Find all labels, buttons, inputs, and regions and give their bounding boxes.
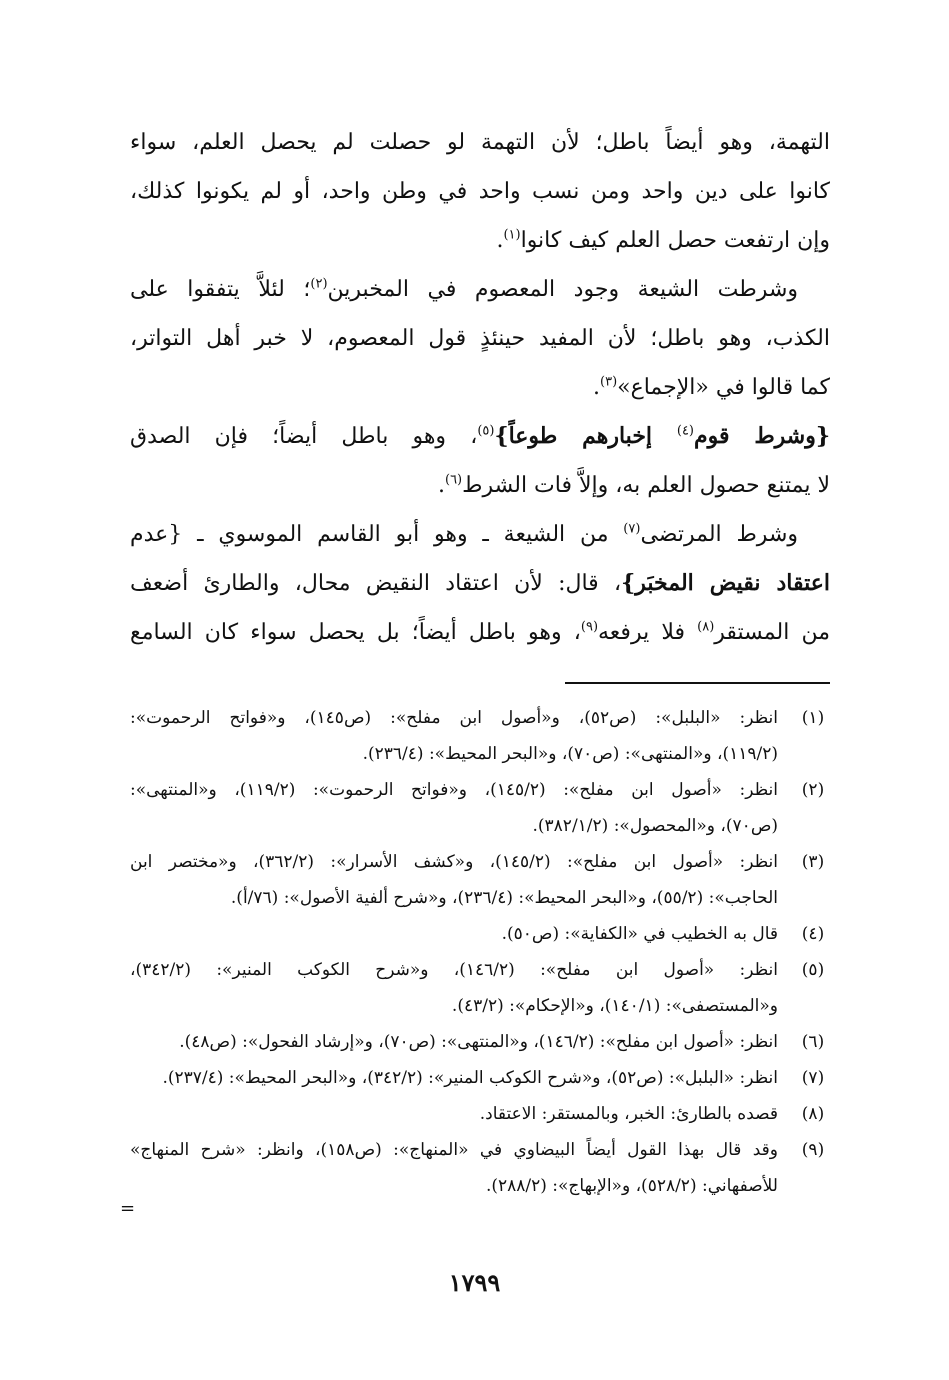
body-line: لا يمتنع حصول العلم به، وإلاَّ فات الشرط$^{(٦)}$. <box>437 472 830 498</box>
footnote-number: (٩) <box>801 1140 825 1160</box>
body-line: {وشرط قوم$^{(٤)}$ إخبارهم طوعاً}$^{(٥)}$، وهو باطل أيضاً؛ فإن الصدق <box>130 423 831 449</box>
body-line: الكذب، وهو باطل؛ لأن المفيد حينئذٍ قول المعصوم، لا خبر أهل التواتر، <box>130 326 830 351</box>
footnote <box>130 700 830 772</box>
footnote <box>130 844 830 916</box>
footnote-line: الحاجب»: (٥٥/٢)، و«البحر المحيط»: (٢٣٦/٤)، و«شرح ألفية الأصول»: (٧٦/أ). <box>230 888 778 908</box>
footnotes <box>130 700 830 1204</box>
body-line: اعتقاد نقيض المخبَر}، قال: لأن اعتقاد النقيض محال، والطارئ أضعف <box>130 570 831 596</box>
footnote-line: قصده بالطارئ: الخبر، وبالمستقر: الاعتقاد. <box>479 1104 778 1124</box>
footnote-line: وقد قال بهذا القول أيضاً البيضاوي في «المنهاج»: (ص١٥٨)، وانظر: «شرح المنهاج» <box>130 1140 778 1160</box>
footnote-line: (ص٧٠)، و«المحصول»: (٣٨٢/١/٢). <box>532 816 778 836</box>
footnote-line: قال به الخطيب في «الكفاية»: (ص٥٠). <box>501 924 778 944</box>
footnote-line: انظر: «البلبل»: (ص٥٢)، و«شرح الكوكب المنير»: (٣٤٢/٢)، و«البحر المحيط»: (٢٣٧/٤). <box>162 1068 778 1088</box>
footnote-line: للأصفهاني: (٥٢٨/٢)، و«الإبهاج»: (٢٨٨/٢). <box>485 1176 778 1196</box>
body-line: كما قالوا في «الإجماع»$^{(٣)}$. <box>593 374 830 400</box>
footnote-line: و«المستصفى»: (١٤٠/١)، و«الإحكام»: (٤٣/٢). <box>451 996 778 1016</box>
footnote-line: انظر: «أصول ابن مفلح»: (١٤٦/٢)، و«المنتهى»: (ص٧٠)، و«إرشاد الفحول»: (ص٤٨). <box>179 1032 778 1052</box>
footnote-number: (٨) <box>801 1104 825 1124</box>
body-line: من المستقر$^{(٨)}$ فلا يرفعه$^{(٩)}$، وهو باطل أيضاً؛ بل يحصل سواء كان السامع <box>130 619 830 645</box>
continuation-mark: = <box>120 1198 136 1219</box>
footnote <box>130 952 830 1024</box>
footnote-line: انظر: «أصول ابن مفلح»: (١٤٦/٢)، و«شرح الكوكب المنير»: (٣٤٢/٢)، <box>130 960 778 980</box>
main-text <box>130 118 830 657</box>
footnote-number: (٦) <box>801 1032 825 1052</box>
footnote-number: (٧) <box>801 1068 825 1088</box>
footnote <box>130 916 830 952</box>
page-number: ١٧٩٩ <box>448 1268 501 1297</box>
body-line: وإن ارتفعت حصل العلم كيف كانوا$^{(١)}$. <box>496 227 830 253</box>
footnote-line: (١١٩/٢)، و«المنتهى»: (ص٧٠)، و«البحر المحيط»: (٢٣٦/٤). <box>362 744 778 764</box>
footnote-number: (١) <box>801 708 825 728</box>
footnote <box>130 1096 830 1132</box>
footnote <box>130 1060 830 1096</box>
footnote-number: (٢) <box>801 780 825 800</box>
footnote <box>130 772 830 844</box>
body-line: كانوا على دين واحد ومن نسب واحد في وطن واحد، أو لم يكونوا كذلك، <box>130 179 830 204</box>
body-line: التهمة، وهو أيضاً باطل؛ لأن التهمة لو حصلت لم يحصل العلم، سواء <box>130 130 830 155</box>
footnote <box>130 1024 830 1060</box>
footnote-number: (٣) <box>801 852 825 872</box>
footnote-line: انظر: «أصول ابن مفلح»: (١٤٥/٢)، و«فواتح الرحموت»: (١١٩/٢)، و«المنتهى»: <box>130 780 778 800</box>
footnote <box>130 1132 830 1204</box>
footnote-line: انظر: «البلبل»: (ص٥٢)، و«أصول ابن مفلح»: (ص١٤٥)، و«فواتح الرحموت»: <box>130 708 778 728</box>
footnote-separator <box>565 682 830 684</box>
footnote-line: انظر: «أصول ابن مفلح»: (١٤٥/٢)، و«كشف الأسرار»: (٣٦٢/٢)، و«مختصر ابن <box>130 852 779 872</box>
footnote-number: (٤) <box>801 924 825 944</box>
body-line: وشرط المرتضى$^{(٧)}$ من الشيعة ـ وهو أبو القاسم الموسوي ـ {عدم <box>130 521 798 547</box>
footnote-number: (٥) <box>801 960 825 980</box>
body-line: وشرطت الشيعة وجود المعصوم في المخبرين$^{(٢)}$؛ لئلاَّ يتفقوا على <box>130 276 798 302</box>
